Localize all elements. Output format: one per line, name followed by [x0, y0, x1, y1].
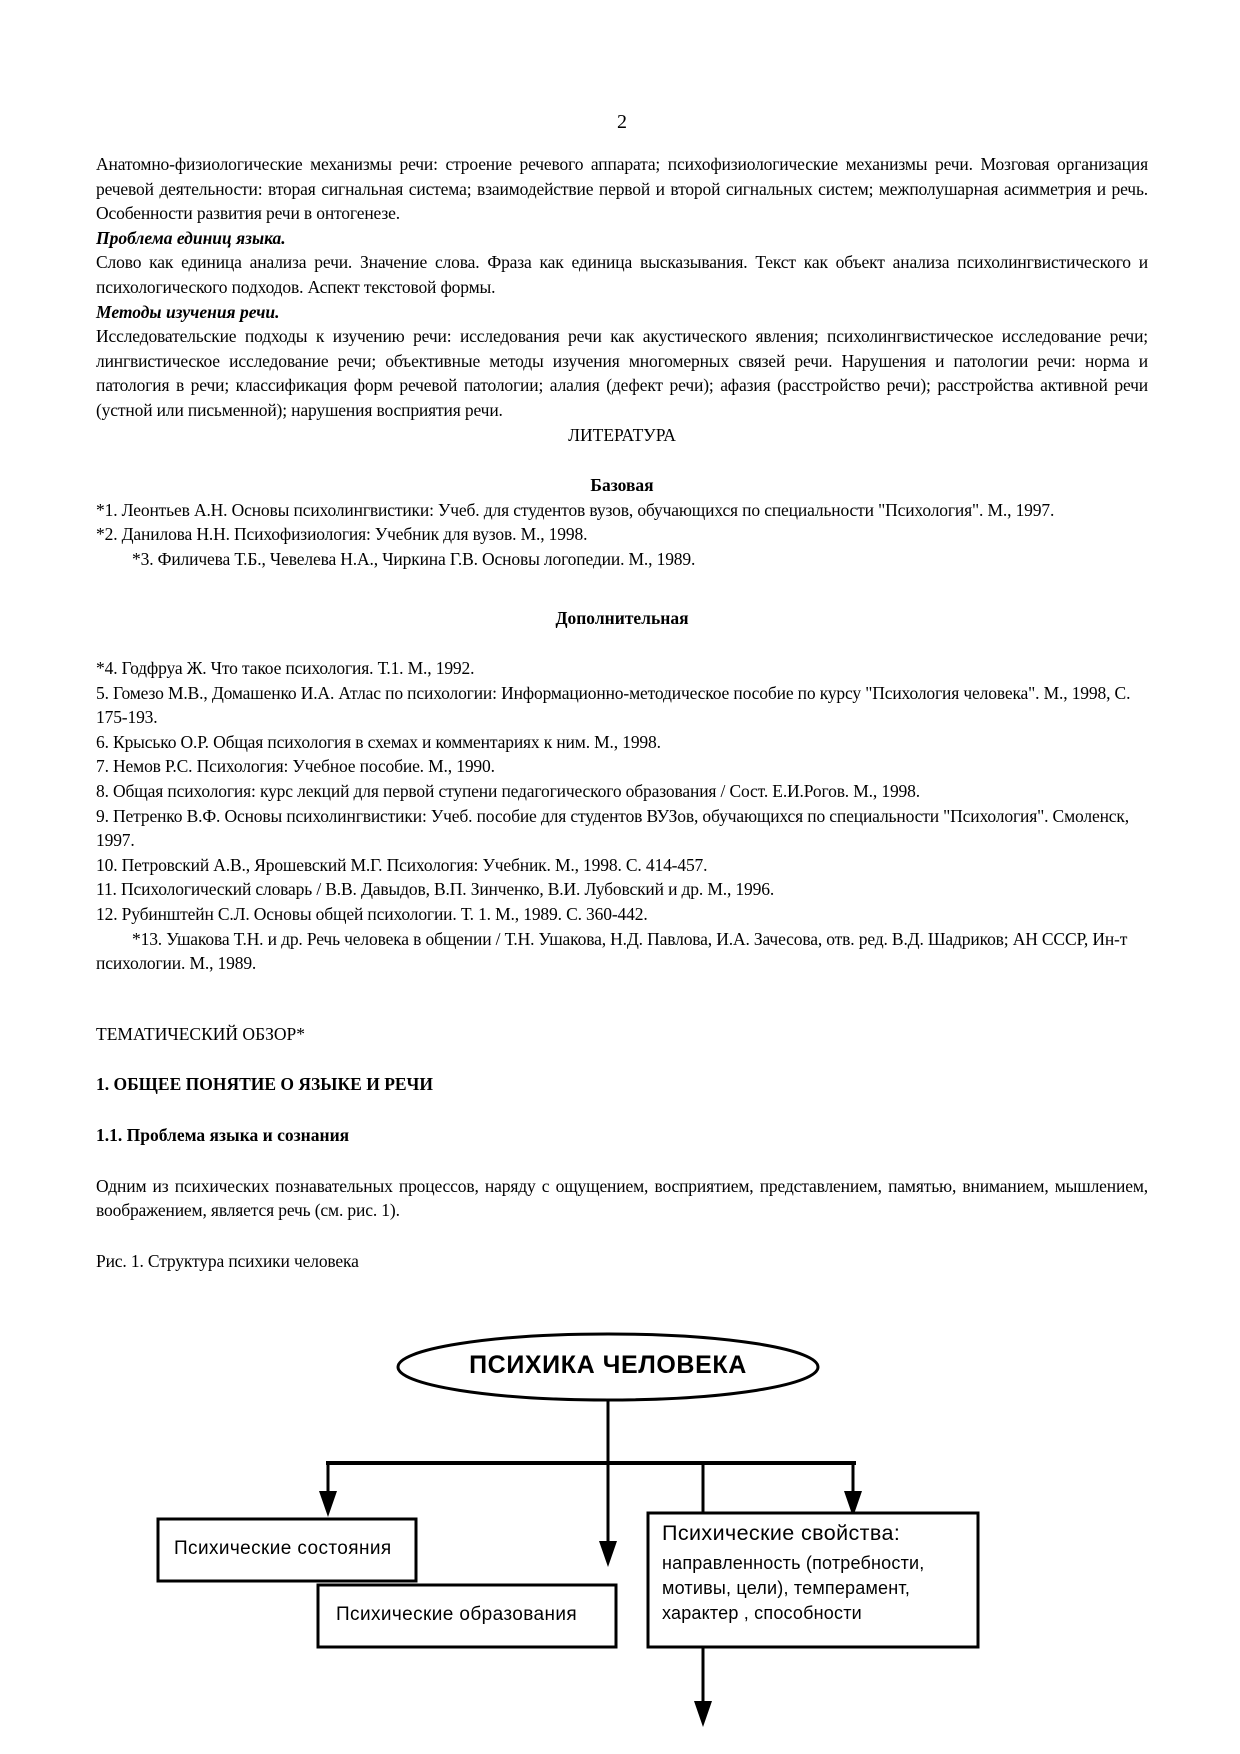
literature-heading: ЛИТЕРАТУРА: [568, 424, 676, 445]
spacer: [96, 630, 1148, 656]
additional-references-heading: Дополнительная: [555, 607, 689, 628]
paragraph-problema-edinic-yazyka: Слово как единица анализа речи. Значение слова. Фраза как единица высказывания. Текст как объект анализа психолингвистического и психологического подходов. Аспект текстовой формы.: [96, 252, 1148, 297]
section-1-1-paragraph: Одним из психических познавательных процессов, наряду с ощущением, восприятием, представлением, памятью, вниманием, мышлением, воображением, является речь (см. рис. 1).: [96, 1175, 1148, 1221]
intro-paragraph: Анатомно-физиологические механизмы речи: строение речевого аппарата; психофизиологические механизмы речи. Мозговая организация речевой деятельности: вторая сигнальная система; взаимодействие первой и второй сигнальных систем; межполушарная асимметрия и речь. Особенности развития речи в онтогенезе.: [96, 154, 1148, 224]
box-psychic-properties-line: направленность (потребности,: [662, 1553, 925, 1574]
box-psychic-formations-label: Психические образования: [336, 1604, 578, 1626]
reference-item: 11. Психологический словарь / В.В. Давыдов, В.П. Зинченко, В.И. Лубовский и др. М., 1996.: [96, 879, 775, 900]
spacer: [96, 1046, 1148, 1072]
spacer: [96, 572, 1148, 606]
arrowhead-middle: [599, 1541, 617, 1567]
arrowhead-bottom: [694, 1701, 712, 1727]
reference-item: 12. Рубинштейн С.Л. Основы общей психологии. Т. 1. М., 1989. С. 360-442.: [96, 904, 648, 925]
reference-item: 5. Гомезо М.В., Домашенко И.А. Атлас по психологии: Информационно-методическое пособие по курсу "Психология человека". М., 1998, С. 175-193.: [96, 682, 1131, 728]
spacer: [96, 1223, 1148, 1249]
reference-item: 6. Крысько О.Р. Общая психология в схемах и комментариях к ним. М., 1998.: [96, 731, 661, 752]
reference-item: 10. Петровский А.В., Ярошевский М.Г. Психология: Учебник. М., 1998. С. 414-457.: [96, 854, 708, 875]
page-number: 2: [617, 111, 627, 133]
spacer: [96, 1097, 1148, 1123]
page-content: [96, 110, 1148, 1754]
box-psychic-states-label: Психические состояния: [174, 1538, 392, 1560]
heading-problema-edinic-yazyka: Проблема единиц языка.: [96, 227, 286, 248]
section-1-heading: 1. ОБЩЕЕ ПОНЯТИЕ О ЯЗЫКЕ И РЕЧИ: [96, 1074, 434, 1095]
reference-item: 8. Общая психология: курс лекций для первой ступени педагогического образования / Сост. Е.И.Рогов. М., 1998.: [96, 781, 920, 802]
reference-item: *2. Данилова Н.Н. Психофизиология: Учебник для вузов. М., 1998.: [96, 524, 588, 545]
spacer: [96, 976, 1148, 1022]
section-1-1-heading: 1.1. Проблема языка и сознания: [96, 1125, 350, 1145]
reference-item: 7. Немов Р.С. Психология: Учебное пособие. М., 1990.: [96, 756, 495, 777]
heading-metody-izucheniya-rechi: Методы изучения речи.: [96, 301, 280, 322]
arrowhead-left: [319, 1491, 337, 1517]
reference-item: *1. Леонтьев А.Н. Основы психолингвистики: Учеб. для студентов вузов, обучающихся по специальности "Психология". М., 1997.: [96, 499, 1055, 520]
box-psychic-properties-line: характер , способности: [662, 1603, 862, 1624]
root-node-label: ПСИХИКА ЧЕЛОВЕКА: [469, 1351, 747, 1380]
paragraph-metody-izucheniya-rechi: Исследовательские подходы к изучению речи: исследования речи как акустического явления; психолингвистическое исследование речи; лингвистическое исследование речи; объективные методы изучения многомерных связей речи. Нарушения и патологии речи: норма и патология в речи; классификация форм речевой патологии; алалия (дефект речи); афазия (расстройство речи); расстройства активной речи (устной или письменной); нарушения восприятия речи.: [96, 326, 1148, 420]
reference-item: *3. Филичева Т.Б., Чевелева Н.А., Чиркина Г.В. Основы логопедии. М., 1989.: [132, 548, 696, 569]
reference-item: *4. Годфруа Ж. Что такое психология. Т.1. М., 1992.: [96, 658, 475, 679]
reference-item: *13. Ушакова Т.Н. и др. Речь человека в общении / Т.Н. Ушакова, Н.Д. Павлова, И.А. Зачесова, отв. ред. В.Д. Шадриков; АН СССР, Ин-т психологии. М., 1989.: [96, 928, 1128, 974]
spacer: [96, 447, 1148, 473]
box-psychic-properties-line: мотивы, цели), темперамент,: [662, 1578, 911, 1599]
reference-item: 9. Петренко В.Ф. Основы психолингвистики: Учеб. пособие для студентов ВУЗов, обучающихся по специальности "Психология". Смоленск, 1997.: [96, 805, 1129, 851]
box-psychic-properties-lines: [662, 1551, 974, 1626]
box-psychic-properties-title: Психические свойства:: [662, 1521, 901, 1546]
figure-caption: Рис. 1. Структура психики человека: [96, 1250, 359, 1271]
spacer: [96, 1148, 1148, 1174]
thematic-review-heading: ТЕМАТИЧЕСКИЙ ОБЗОР*: [96, 1023, 306, 1044]
basic-references-heading: Базовая: [590, 475, 654, 496]
figure-structure-of-human-psyche: [96, 1327, 1148, 1754]
